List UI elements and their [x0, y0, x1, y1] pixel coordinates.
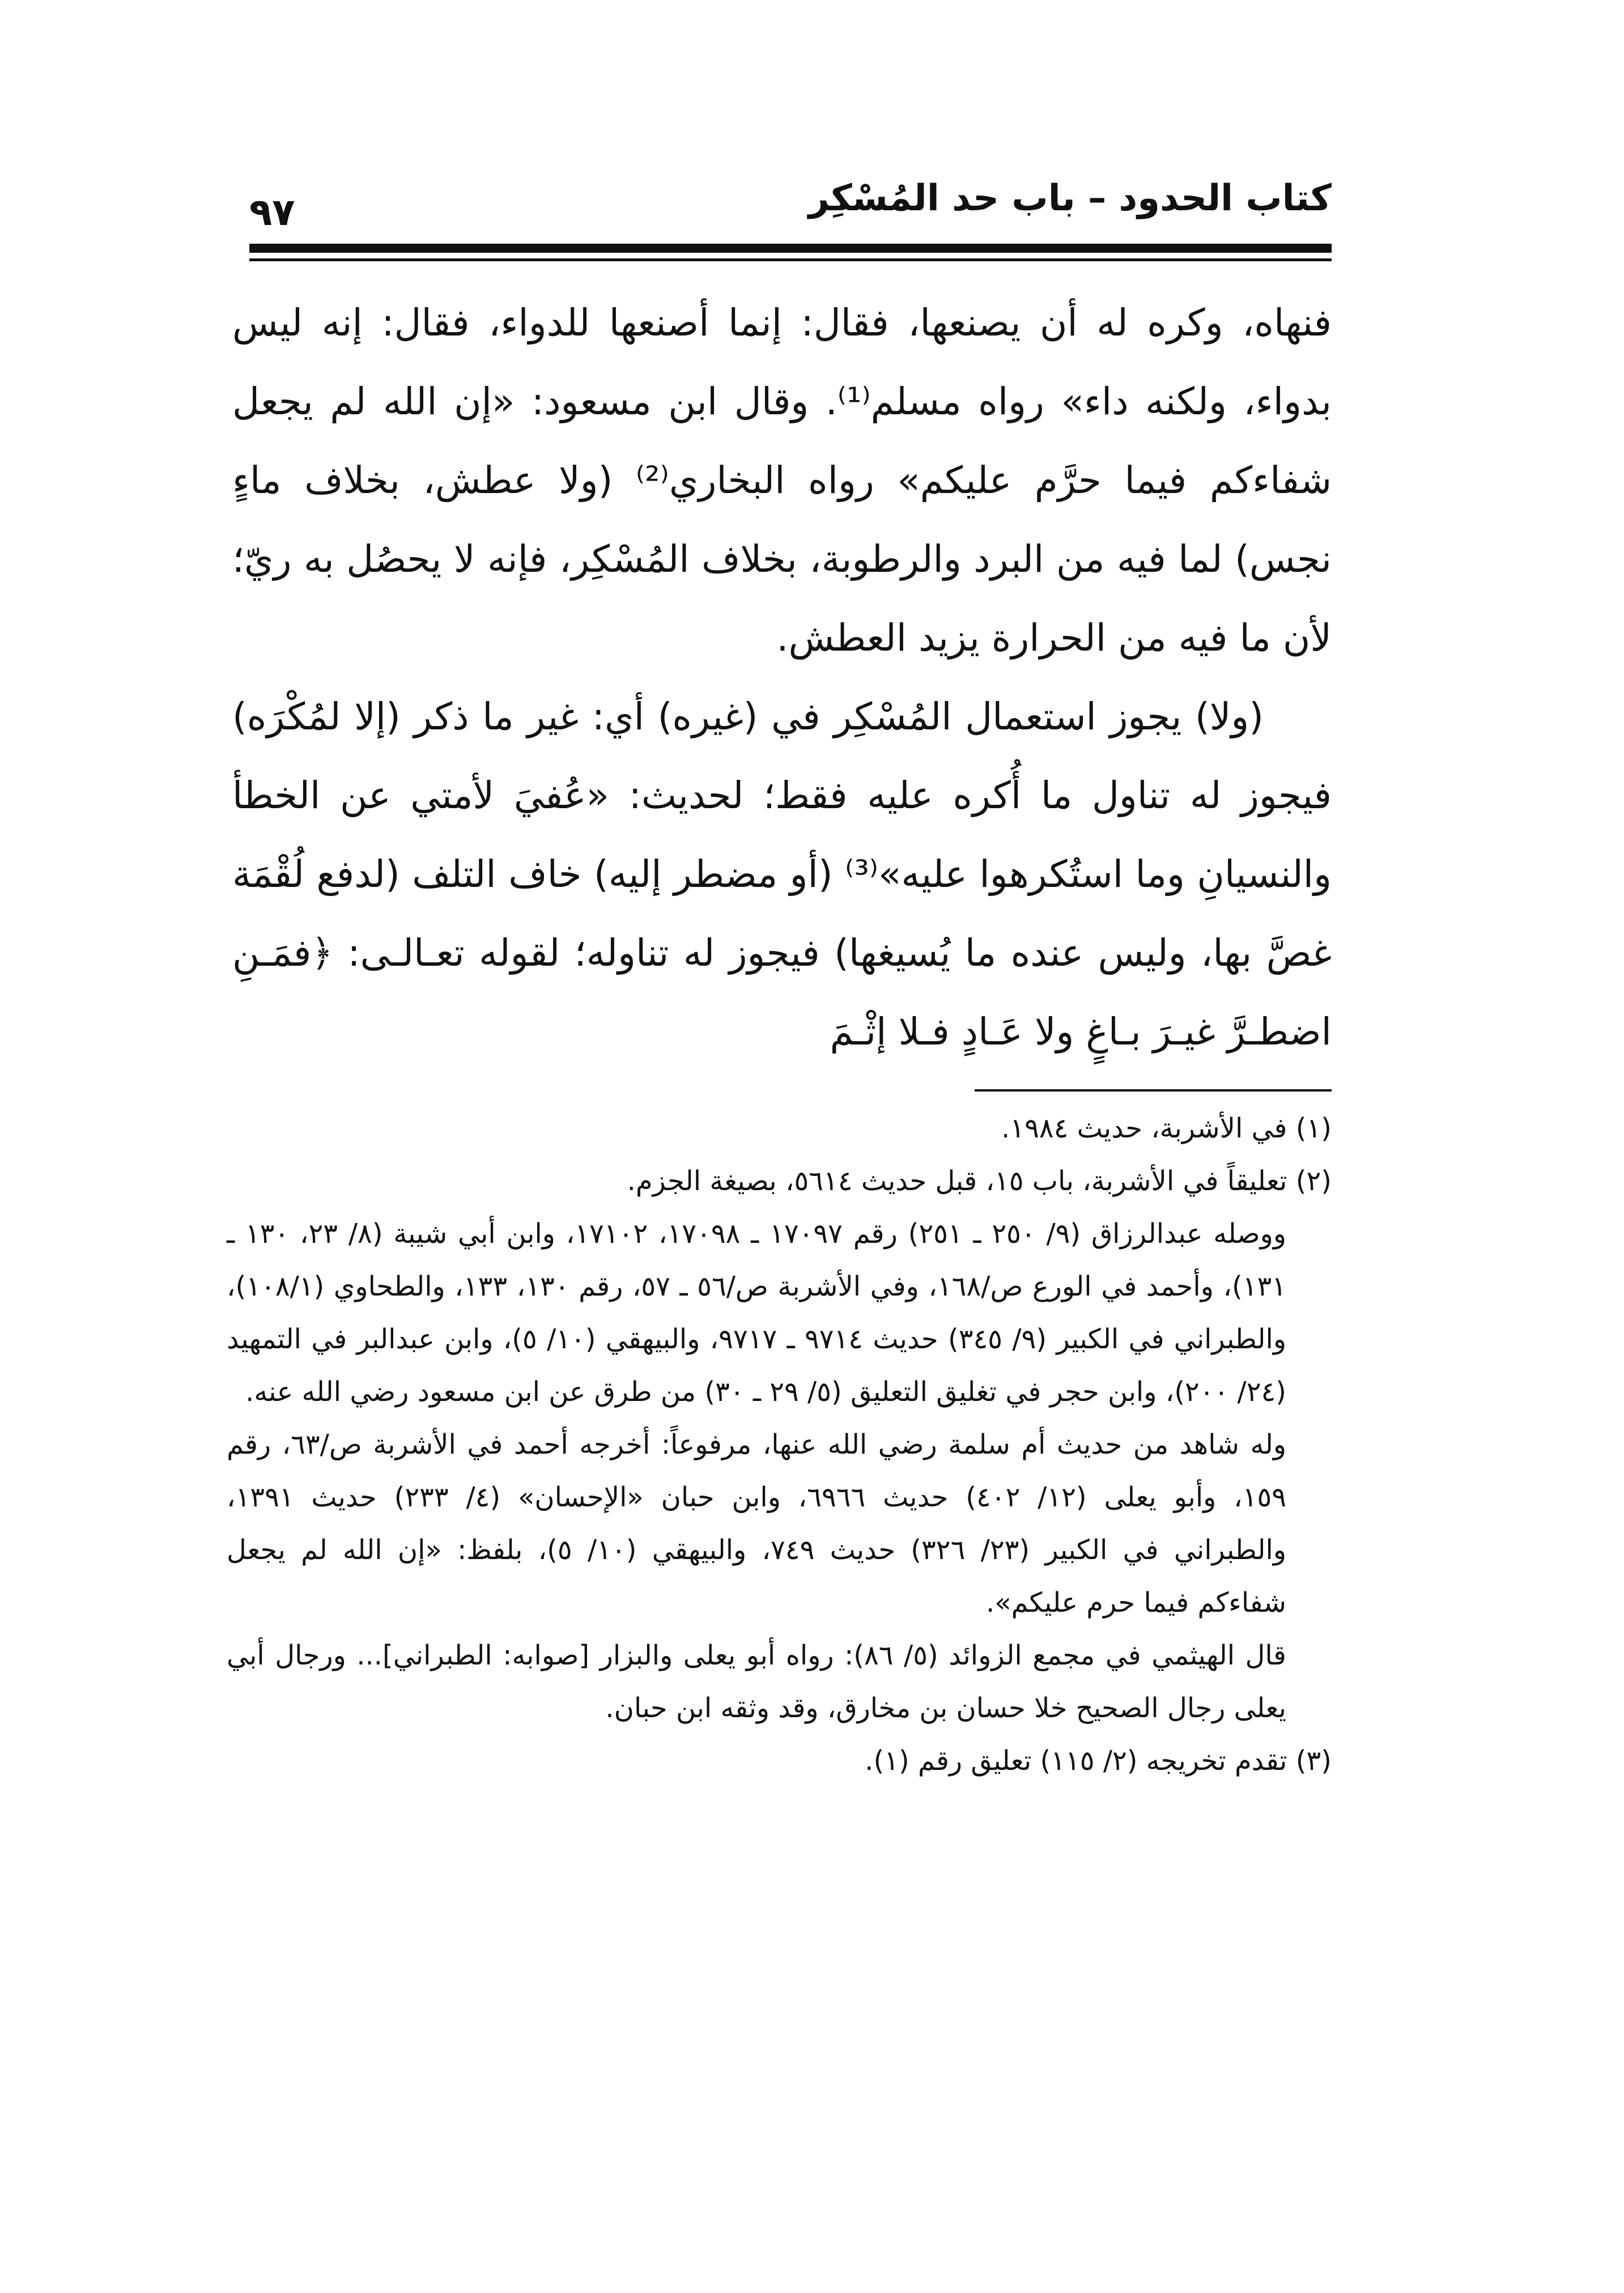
- footnote-2-continuation: ووصله عبدالرزاق (٩/ ٢٥٠ ـ ٢٥١) رقم ١٧٠٩٧ ـ ١٧٠٩٨، ١٧١٠٢، وابن أبي شيبة (٨/ ٢٣، ١٣٠ ـ ١٣١)، وأحمد في الورع ص/١٦٨، وفي الأشربة ص/٥٦ ـ ٥٧، رقم ١٣٠، ١٣٣، والطحاوي (١٠٨/١)، والطبراني في الكبير (٩/ ٣٤٥) حديث ٩٧١٤ ـ ٩٧١٧، والبيهقي (١٠/ ٥)، وابن عبدالبر في التمهيد (٢٤/ ٢٠٠)، وابن حجر في تغليق التعليق (٥/ ٢٩ ـ ٣٠) من طرق عن ابن مسعود رضي الله عنه.: [227, 1218, 1287, 1408]
- footnote-2: (٢) تعليقاً في الأشربة، باب ١٥، قبل حديث ٥٦١٤، بصيغة الجزم.: [627, 1165, 1332, 1197]
- header-rule-thin: [249, 258, 1332, 261]
- footnotes: [227, 1102, 1332, 1787]
- page-number: ٩٧: [249, 190, 295, 234]
- footnote-separator: [975, 1089, 1332, 1092]
- header-rule-thick: [249, 244, 1332, 253]
- header-title: كتاب الحدود – باب حد المُسْكِر: [808, 177, 1332, 219]
- running-header: [249, 170, 1332, 238]
- footnote-2-continuation: قال الهيثمي في مجمع الزوائد (٥/ ٨٦): رواه أبو يعلى والبزار [صوابه: الطبراني]... ورجال أبي يعلى رجال الصحيح خلا حسان بن مخارق، وقد وثقه ابن حبان.: [227, 1640, 1287, 1724]
- footnote-3: (٣) تقدم تخريجه (٢/ ١١٥) تعليق رقم (١).: [865, 1745, 1332, 1777]
- main-paragraph: (ولا) يجوز استعمال المُسْكِر في (غيره) أي: غير ما ذكر (إلا لمُكْرَه) فيجوز له تناول ما أُكره عليه فقط؛ لحديث: «عُفيَ لأمتي عن الخطأ والنسيانِ وما استُكرهوا عليه»⁽³⁾ (أو مضطر إليه) خاف التلف (لدفع لُقْمَة غصَّ بها، وليس عنده ما يُسيغها) فيجوز له تناوله؛ لقوله تعـالـى: ﴿فمَـنِ اضطـرَّ غيـرَ بـاغٍ ولا عَـادٍ فـلا إثْـمَ: [232, 695, 1332, 1054]
- footnote-2-continuation: وله شاهد من حديث أم سلمة رضي الله عنها، مرفوعاً: أخرجه أحمد في الأشربة ص/٦٣، رقم ١٥٩، وأبو يعلى (١٢/ ٤٠٢) حديث ٦٩٦٦، وابن حبان «الإحسان» (٤/ ٢٣٣) حديث ١٣٩١، والطبراني في الكبير (٢٣/ ٣٢٦) حديث ٧٤٩، والبيهقي (١٠/ ٥)، بلفظ: «إن الله لم يجعل شفاءكم فيما حرم عليكم».: [227, 1429, 1287, 1619]
- footnote-1: (١) في الأشربة، حديث ١٩٨٤.: [1001, 1112, 1332, 1144]
- main-text: [232, 283, 1332, 1071]
- main-paragraph: فنهاه، وكره له أن يصنعها، فقال: إنما أصنعها للدواء، فقال: إنه ليس بدواء، ولكنه داء» رواه مسلم⁽¹⁾. وقال ابن مسعود: «إن الله لم يجعل شفاءكم فيما حرَّم عليكم» رواه البخاري⁽²⁾ (ولا عطش، بخلاف ماءٍ نجس) لما فيه من البرد والرطوبة، بخلاف المُسْكِر، فإنه لا يحصُل به ريّ؛ لأن ما فيه من الحرارة يزيد العطش.: [232, 301, 1332, 660]
